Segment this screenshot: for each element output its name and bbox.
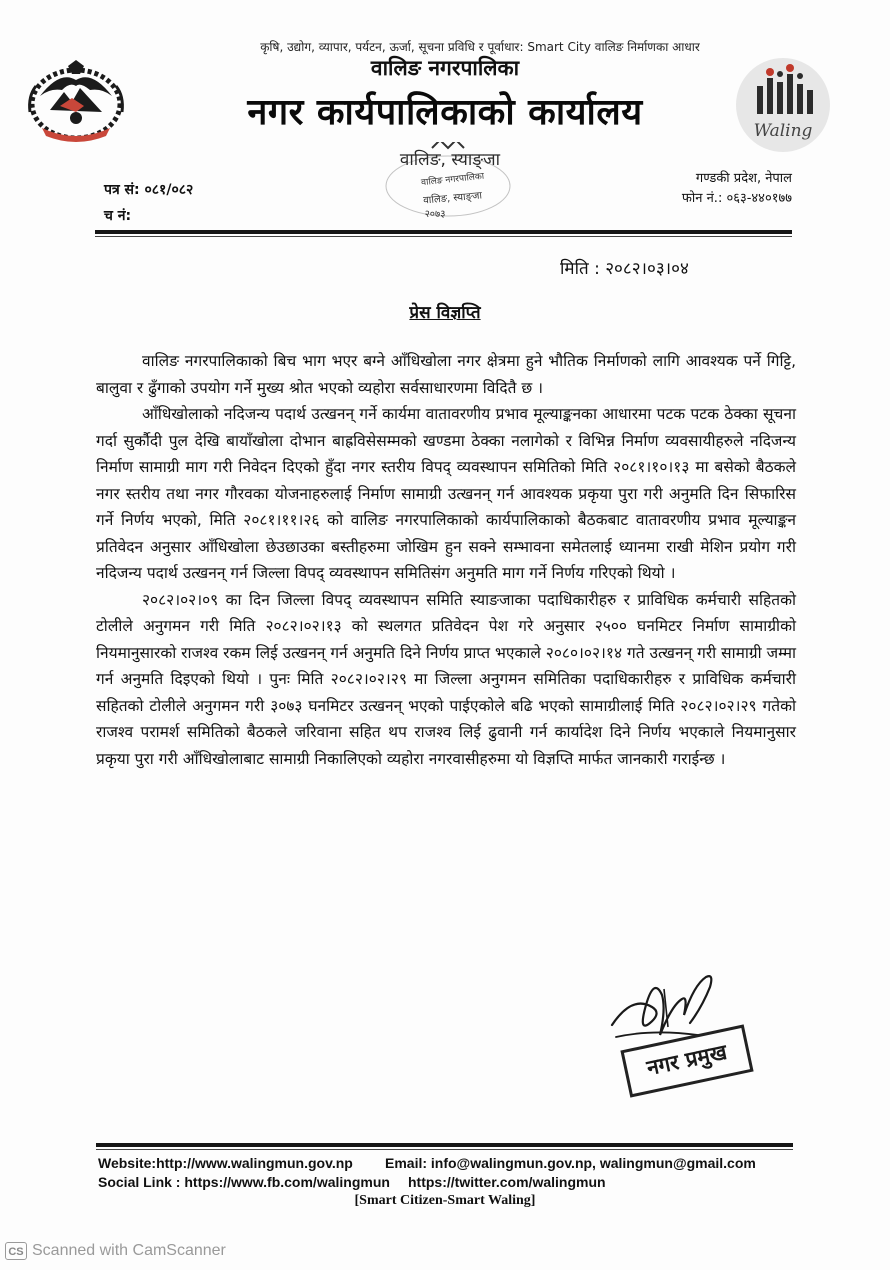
footer-slogan: [Smart Citizen-Smart Waling] — [354, 1193, 536, 1208]
seal-line-1: वालिङ, स्याङ्जा — [399, 150, 501, 170]
footer-divider-thin — [96, 1149, 793, 1150]
phone-line: फोन नं.: ०६३-४४०१७७ — [681, 191, 792, 206]
seal-year: २०७३ — [424, 209, 446, 220]
camscanner-text: Scanned with CamScanner — [32, 1242, 226, 1259]
footer-email[interactable]: Email: info@walingmun.gov.np, walingmun@gmail.com — [385, 1155, 756, 1171]
camscanner-watermark — [5, 1241, 226, 1261]
letter-body — [96, 348, 796, 772]
waling-logo-icon — [731, 56, 835, 154]
body-paragraph-1: वालिङ नगरपालिकाको बिच भाग भएर बग्ने आँधिखोला नगर क्षेत्रमा हुने भौतिक निर्माणको लागि आवश्यक पर्ने गिट्टि, बालुवा र ढुँगाको उपयोग गर्ने मुख्य श्रोत भएको व्यहोरा सर्वसाधारणमा विदितै छ । — [96, 352, 796, 397]
footer-divider — [96, 1143, 793, 1147]
letter-date: मिति : २०८२।०३।०४ — [560, 259, 689, 279]
seal-line-2: वालिङ नगरपालिका — [420, 171, 485, 189]
header-tagline: कृषि, उद्योग, व्यापार, पर्यटन, ऊर्जा, सूचना प्रविधि र पूर्वाधार: Smart City वालिङ निर्माणका आधार — [260, 40, 700, 54]
seal-line-3: वालिङ, स्याङ्जा — [422, 190, 483, 207]
header-divider-thin — [95, 236, 792, 237]
body-paragraph-3: २०८२।०२।०९ का दिन जिल्ला विपद् व्यवस्थापन समिति स्याङजाका पदाधिकारीहरु र प्राविधिक कर्मचारी सहितको टोलीले अनुगमन गरी मिति २०८२।०२।१३ को स्थलगत प्रतिवेदन पेश गरे अनुसार २५०० घनमिटर निर्माण सामाग्रीको नियमानुसारको राजश्व रकम लिई उत्खनन् गर्न अनुमति दिने निर्णय प्राप्त भएकाले २०८०।०२।१४ गते उत्खनन् गरी सामाग्री जम्मा गर्न अनुमति दिइएको थियो । पुनः मिति २०८२।०२।२९ मा जिल्ला अनुगमन समितिका पदाधिकारीहरु र प्राविधिक कर्मचारी सहितको टोलीले अनुगमन गरी ३०७३ घनमिटर उत्खनन् भएको पाईएकोले बढि भएको सामाग्रीलाई मिति २०८२।०२।२९ गतेको राजश्व परामर्श समितिको बैठकले जरिवाना सहित थप राजश्व लिई ढुवानी गर्न कार्यादेश दिने निर्णय भएकाले नियमानुसार प्रकृया पुरा गरी आँधिखोलाबाट सामाग्री निकालिएको व्यहोरा नगरवासीहरुमा यो विज्ञप्ति मार्फत जानकारी गराईन्छ । — [96, 590, 796, 768]
municipality-name: वालिङ नगरपालिका — [370, 56, 520, 80]
body-paragraph-2: आँधिखोलाको नदिजन्य पदार्थ उत्खनन् गर्ने कार्यमा वातावरणीय प्रभाव मूल्याङ्कनका आधारमा पटक पटक ठेक्का सूचना गर्दा सुर्कौदी पुल देखि बायाँखोला दोभान बाह्रविसेसम्मको खण्डमा ठेक्का नलागेको र विभिन्न निर्माण व्यवसायीहरुले नदिजन्य निर्माण सामाग्री माग गरी निवेदन दिएको हुँदा नगर स्तरीय विपद् व्यवस्थापन समितिको मिति २०८१।१०।१३ मा बसेको बैठकले नगर स्तरीय तथा नगर गौरवका योजनाहरुलाई निर्माण सामाग्री उत्खनन् गर्न आवश्यक प्रकृया पुरा गरी अनुमति दिन सिफारिस गर्ने निर्णय भएको, मिति २०८१।११।२६ को वालिङ नगरपालिकाको कार्यपालिकाको बैठकबाट वातावरणीय प्रभाव मूल्याङ्कन प्रतिवेदन अनुसार आँधिखोला छेउछाउका बस्तीहरुमा जोखिम हुन सक्ने सम्भावना समेतलाई ध्यानमा राखी मेशिन प्रयोग गरी नदिजन्य पदार्थ उत्खनन् गर्न जिल्ला विपद् व्यवस्थापन समितिसंग अनुमति माग गर्ने निर्णय गरिएको थियो । — [96, 405, 796, 582]
dispatch-number: च नं: — [104, 208, 132, 224]
camscanner-icon: CS — [5, 1242, 27, 1260]
heading-text: प्रेस विज्ञप्ति — [409, 303, 481, 323]
mayor-stamp: नगर प्रमुख — [620, 1024, 753, 1097]
footer-website[interactable]: Website:http://www.walingmun.gov.np — [98, 1155, 353, 1171]
header-divider — [95, 230, 792, 234]
province-line: गण्डकी प्रदेश, नेपाल — [695, 171, 792, 186]
footer-twitter[interactable]: https://twitter.com/walingmun — [408, 1174, 606, 1190]
office-title: नगर कार्यपालिकाको कार्यालय — [247, 92, 643, 133]
nepal-emblem-icon — [20, 56, 132, 146]
logo-text: Waling — [753, 121, 813, 141]
press-release-heading — [300, 300, 590, 323]
footer-social[interactable]: Social Link : https://www.fb.com/walingmun — [98, 1174, 390, 1190]
letter-number: पत्र सं: ०८१/०८२ — [104, 182, 194, 198]
